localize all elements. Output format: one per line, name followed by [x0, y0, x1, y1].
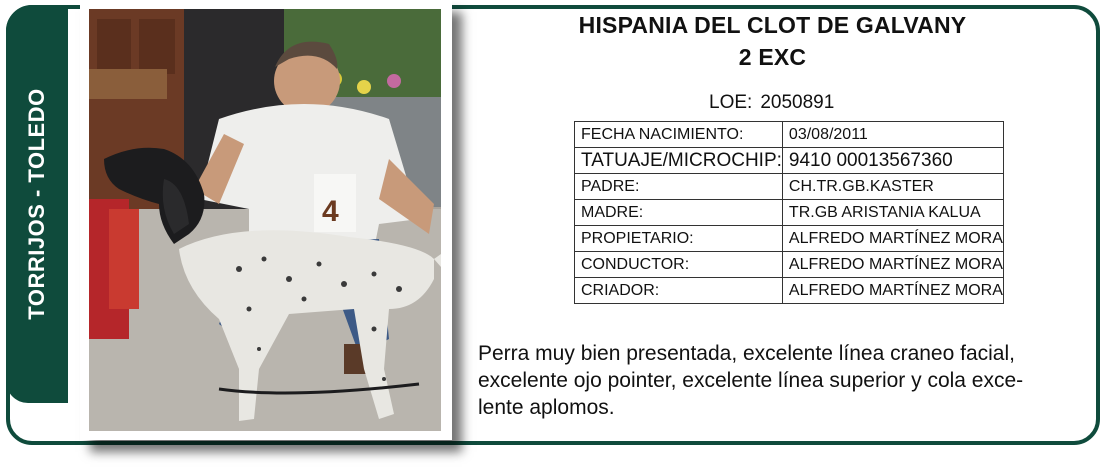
detail-label: TATUAJE/MICROCHIP:	[575, 148, 783, 174]
dog-name: HISPANIA DEL CLOT DE GALVANY	[578, 12, 967, 38]
detail-label: CRIADOR:	[575, 278, 783, 304]
detail-label: PROPIETARIO:	[575, 226, 783, 252]
bib-number: 4	[322, 195, 339, 228]
details-table	[574, 121, 1004, 304]
result-rating: 2 EXC	[738, 44, 807, 70]
detail-value: TR.GB ARISTANIA KALUA	[782, 200, 1003, 226]
detail-label: MADRE:	[575, 200, 783, 226]
detail-value: 03/08/2011	[782, 122, 1003, 148]
table-row	[575, 174, 1004, 200]
table-row	[575, 278, 1004, 304]
detail-value: ALFREDO MARTÍNEZ MORA	[782, 226, 1003, 252]
table-row	[575, 122, 1004, 148]
detail-label: CONDUCTOR:	[575, 252, 783, 278]
description-line: lente aplomos.	[478, 396, 615, 419]
judge-description	[478, 340, 1058, 421]
detail-value: ALFREDO MARTÍNEZ MORA	[782, 278, 1003, 304]
table-row	[575, 148, 1004, 174]
detail-label: PADRE:	[575, 174, 783, 200]
photo-frame	[80, 0, 452, 440]
dog-photo	[89, 9, 441, 431]
table-row	[575, 226, 1004, 252]
detail-label: FECHA NACIMIENTO:	[575, 122, 783, 148]
loe-label: LOE:	[709, 92, 753, 113]
loe-value: 2050891	[760, 92, 835, 113]
detail-value: 9410 00013567360	[782, 148, 1003, 174]
description-line: excelente ojo pointer, excelente línea superior y cola exce-	[478, 369, 1024, 392]
dog-photo-illustration	[89, 9, 441, 431]
detail-value: CH.TR.GB.KASTER	[782, 174, 1003, 200]
location-tab	[6, 5, 68, 403]
loe-line	[709, 92, 834, 114]
location-label: TORRIJOS - TOLEDO	[24, 88, 49, 320]
detail-value: ALFREDO MARTÍNEZ MORA	[782, 252, 1003, 278]
table-row	[575, 200, 1004, 226]
description-line: Perra muy bien presentada, excelente línea craneo facial,	[478, 342, 1015, 365]
table-row	[575, 252, 1004, 278]
